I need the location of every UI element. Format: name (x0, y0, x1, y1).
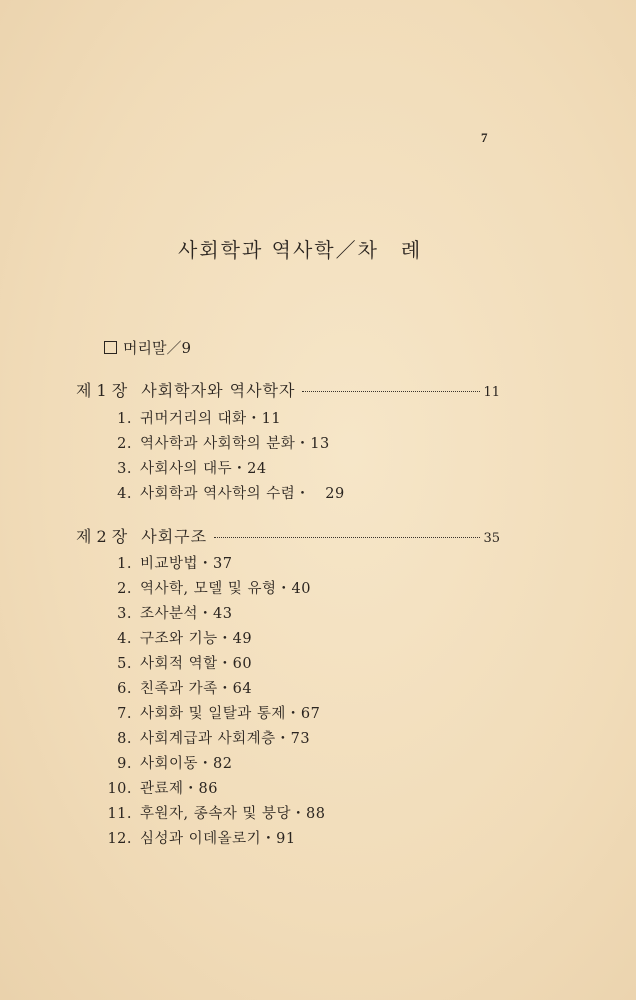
item-text: 귀머거리의 대화・11 (140, 411, 282, 427)
item-number: 7. (117, 706, 132, 722)
item-text: 사회이동・82 (140, 756, 233, 772)
toc-item[interactable] (104, 777, 218, 798)
chapter-title: 사회구조 (141, 527, 208, 546)
item-number: 2. (117, 581, 132, 597)
item-text: 조사분석・43 (140, 606, 233, 622)
toc-item[interactable] (112, 727, 310, 748)
contents-title: 사회학과 역사학／차 례 (178, 238, 423, 262)
item-number: 4. (117, 486, 132, 502)
item-number: 4. (117, 631, 132, 647)
toc-item[interactable] (112, 752, 232, 773)
page-number: 7 (481, 130, 488, 145)
item-text: 역사학, 모델 및 유형・40 (140, 581, 311, 597)
item-text: 관료제・86 (140, 781, 218, 797)
item-number: 12. (107, 831, 132, 847)
item-text: 역사학과 사회학의 분화・13 (140, 436, 330, 452)
square-bullet-icon (104, 341, 117, 354)
toc-item[interactable] (112, 432, 330, 453)
dot-leader (302, 391, 480, 392)
item-text: 후원자, 종속자 및 붕당・88 (140, 806, 326, 822)
item-text: 친족과 가족・64 (140, 681, 253, 697)
item-number: 5. (117, 656, 132, 672)
preface-entry[interactable] (104, 337, 191, 358)
toc-item[interactable] (112, 457, 267, 478)
chapter-label: 제 1 장 (76, 381, 128, 400)
item-number: 3. (117, 606, 132, 622)
item-text: 비교방법・37 (140, 556, 233, 572)
toc-item[interactable] (112, 677, 252, 698)
toc-item[interactable] (112, 482, 345, 503)
chapter-1-heading[interactable] (76, 378, 500, 401)
item-number: 9. (117, 756, 132, 772)
chapter-label: 제 2 장 (76, 527, 128, 546)
item-number: 10. (107, 781, 132, 797)
item-number: 6. (117, 681, 132, 697)
dot-leader (214, 537, 480, 538)
toc-item[interactable] (104, 802, 325, 823)
item-number: 2. (117, 436, 132, 452)
item-text: 사회학과 역사학의 수렴・ 29 (140, 486, 345, 502)
item-text: 사회화 및 일탈과 통제・67 (140, 706, 321, 722)
toc-item[interactable] (112, 407, 281, 428)
toc-item[interactable] (112, 652, 252, 673)
item-number: 8. (117, 731, 132, 747)
preface-label: 머리말／9 (123, 339, 192, 357)
chapter-page: 11 (483, 385, 500, 400)
item-number: 11. (107, 806, 132, 822)
item-text: 사회적 역할・60 (140, 656, 253, 672)
toc-item[interactable] (104, 827, 296, 848)
chapter-title: 사회학자와 역사학자 (141, 381, 296, 400)
item-text: 사회계급과 사회계층・73 (140, 731, 311, 747)
toc-item[interactable] (112, 577, 311, 598)
toc-item[interactable] (112, 627, 252, 648)
item-number: 1. (117, 556, 132, 572)
item-text: 사회사의 대두・24 (140, 461, 267, 477)
toc-item[interactable] (112, 702, 320, 723)
item-text: 심성과 이데올로기・91 (140, 831, 296, 847)
toc-item[interactable] (112, 552, 232, 573)
chapter-2-heading[interactable] (76, 524, 500, 547)
toc-item[interactable] (112, 602, 232, 623)
item-text: 구조와 기능・49 (140, 631, 253, 647)
chapter-page: 35 (483, 531, 500, 546)
item-number: 1. (117, 411, 132, 427)
item-number: 3. (117, 461, 132, 477)
